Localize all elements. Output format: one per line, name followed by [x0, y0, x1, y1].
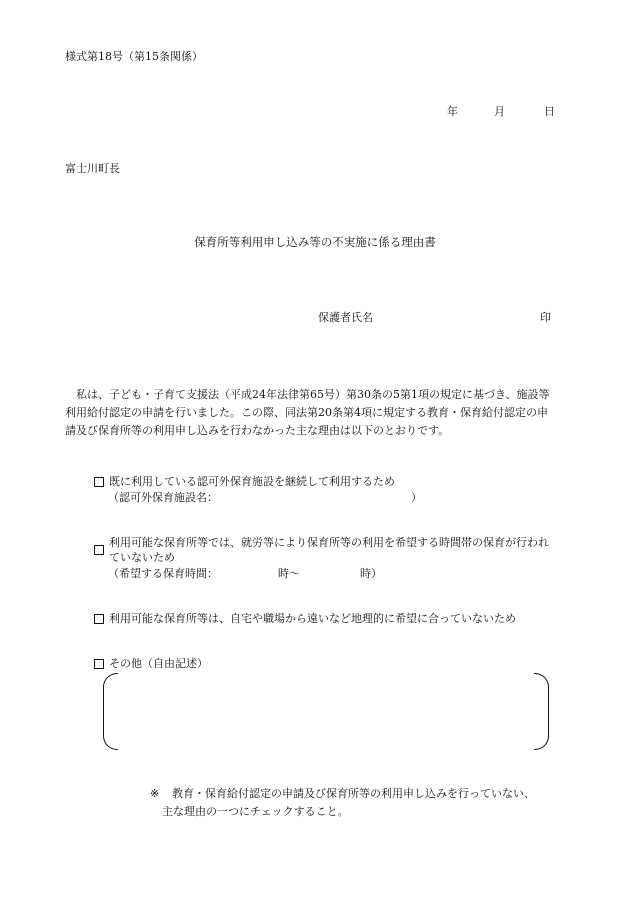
- date-year-label: 年: [447, 105, 458, 118]
- facility-name-label: （認可外保育施設名：: [108, 491, 218, 504]
- note-line-1: 教育・保育給付認定の申請及び保育所等の利用申し込みを行っていない、: [172, 787, 535, 800]
- date-day-label: 日: [544, 105, 555, 118]
- checkbox-time-unavailable[interactable]: [94, 545, 104, 555]
- facility-name-field[interactable]: [108, 491, 422, 504]
- note-line-2: 主な理由の一つにチェックすること。: [162, 805, 349, 818]
- recipient: 富士川町長: [65, 162, 120, 175]
- option-other-label: その他（自由記述）: [109, 657, 208, 670]
- note-mark: ※: [150, 787, 160, 800]
- form-number: 様式第18号（第15条関係）: [65, 50, 203, 63]
- option-other[interactable]: [94, 657, 208, 670]
- facility-name-close: ）: [411, 491, 422, 504]
- option-geographic[interactable]: [94, 612, 516, 625]
- checkbox-geographic[interactable]: [94, 614, 104, 624]
- checkbox-existing-facility[interactable]: [94, 477, 104, 487]
- free-text-bracket-right: [534, 673, 549, 750]
- guardian-name-label: 保護者氏名: [318, 311, 373, 324]
- option-time-unavailable[interactable]: [94, 535, 554, 565]
- free-text-bracket-left: [103, 673, 118, 750]
- desired-hours-field[interactable]: [108, 567, 382, 580]
- body-paragraph: 私は、子ども・子育て支援法（平成24年法律第65号）第30条の5第1項の規定に基づき、施設等利用給付認定の申請を行いました。この際、同法第20条第4項に規定する教育・保育給付認定の申請及び保育所等の利用申し込みを行わなかった主な理由は以下のとおりです。: [65, 388, 550, 437]
- option-existing-facility-label: 既に利用している認可外保育施設を継続して利用するため: [109, 475, 395, 488]
- date-month-label: 月: [494, 105, 505, 118]
- footnote: [150, 787, 535, 800]
- hour-from-label: 時〜: [278, 567, 300, 580]
- document-title: 保育所等利用申し込み等の不実施に係る理由書: [194, 235, 436, 249]
- desired-hours-label: （希望する保育時間：: [108, 567, 218, 580]
- option-existing-facility[interactable]: [94, 475, 395, 488]
- option-geographic-label: 利用可能な保育所等は、自宅や職場から遠いなど地理的に希望に合っていないため: [109, 612, 516, 625]
- option-time-unavailable-label: 利用可能な保育所等では、就労等により保育所等の利用を希望する時間帯の保育が行われていないため: [109, 536, 549, 564]
- checkbox-other[interactable]: [94, 659, 104, 669]
- seal-mark: 印: [540, 311, 551, 324]
- date-fields: [447, 105, 555, 118]
- hour-to-label: 時）: [360, 567, 382, 580]
